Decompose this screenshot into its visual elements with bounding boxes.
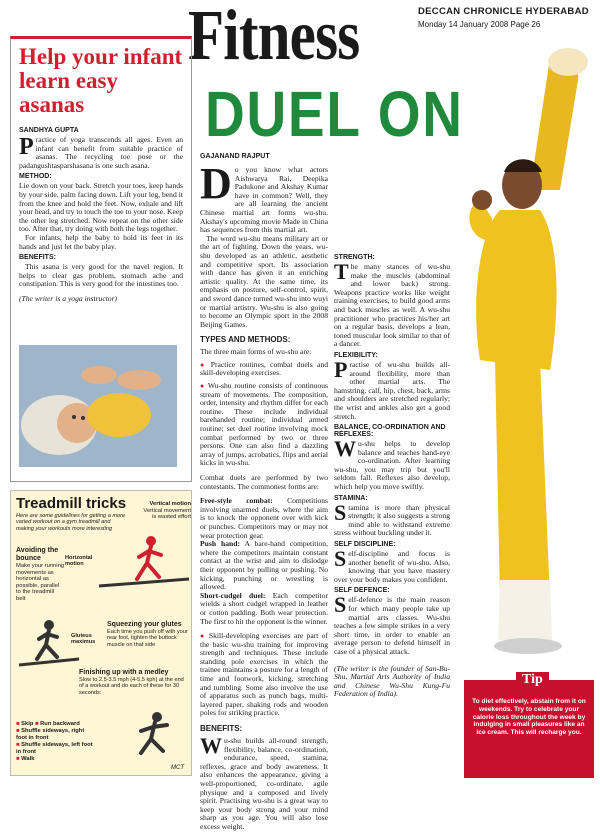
treadmill-title: Treadmill tricks (16, 495, 127, 512)
article-p3: Combat duels are performed by two contestants. The commonest forms are: (200, 473, 328, 491)
method-heading: METHOD: (19, 173, 52, 181)
defence-para: Self-defence is the main reason for which many people take up martial arts classes. Wu-shu teaches a few simple strikes in a very short time, in order to enable an average person to defend himself in case of a physical attack. (334, 592, 450, 656)
asanas-intro: Practice of yoga transcends all ages. Even an infant can benefit from suitable practice of asanas. The recycling toe pose or the padangushtasparshasana is one such asana. (19, 134, 183, 170)
article-byline: GAJANAND RAJPUT (200, 153, 270, 160)
section-title: Fitness (188, 0, 360, 75)
gluteus-label: Gluteus maximus (71, 633, 96, 646)
vertical-motion-label: Vertical motion Vertical movement is wasted effort (143, 501, 191, 521)
bullet-forms: ● Practice routines, combat duels and skill-developing exercises. (200, 361, 328, 378)
baby-photo (19, 345, 177, 467)
dropcap: S (334, 499, 347, 525)
cudgel-para: Short-cudgel duel: Each competitor wields a short cudgel wrapped in leather or cotton padding. Both wear protection. The first to hit the opponent is the winner. (200, 590, 328, 626)
tip-box (464, 672, 594, 778)
wushu-kicker-photo (400, 40, 600, 660)
dropcap: W (334, 436, 356, 462)
balance-heading: BALANCE, CO-ORDINATION AND REFLEXES: (334, 424, 446, 439)
medley-runner (121, 709, 181, 765)
strength-para: The many stances of wu-shu make the muscles (abdominal and lower back) strong. Weapons practice works like weight training exercises, to build good arms and back muscles as well. A wu-shu practitioner who practices his/her art on a regular basis, develops a lean, toned muscular look similar to that of a dancer. (334, 259, 450, 349)
dropcap: W (200, 733, 222, 759)
strength-heading: STRENGTH: (334, 254, 375, 261)
stamina-para: Stamina is more than physical strength; it also suggests a strong mind able to withstand extreme stress without buckling under it. (334, 499, 450, 538)
asanas-title: Help your infant learn easy asanas (19, 44, 183, 117)
horizontal-motion-label: Horizontal motion (65, 555, 93, 568)
benefits-text: This asana is very good for the navel region. It helps to clear gas problem, stomach ache and constipation. This is very good for the intestines too. (19, 262, 183, 289)
types-intro: The three main forms of wu-shu are: (200, 347, 312, 357)
discipline-heading: SELF DISCIPLINE: (334, 541, 396, 549)
dropcap: P (19, 134, 34, 160)
method-text-2: For infants, help the baby to hold its feet in its hands and just let the baby play. (19, 232, 183, 251)
benefits-heading: BENEFITS: (200, 724, 243, 734)
glutes-text: Squeezing your glutes Each time you push off with your rear foot, tighten the buttock muscle on that side (107, 621, 188, 648)
treadmill-box (10, 490, 192, 776)
discipline-para: Self-discipline and focus is another benefit of wu-shu. Also, knowing that you have mastery over your body makes you confident. (334, 546, 450, 584)
bounce-text: Avoiding the bounce Make your running movements as horizontal as possible, parallel to the treadmill belt (16, 547, 65, 602)
asanas-byline: SANDHYA GUPTA (19, 127, 79, 134)
types-heading: TYPES AND METHODS: (200, 335, 291, 345)
list-item: ■ Shuffle sideways, left foot in front (16, 742, 93, 755)
asanas-box (10, 36, 192, 482)
bullet-skill: ● Skill-developing exercises are part of the basic wu-shu training for improving strength and techniques. These include standing pole exercises in which the trainee maintains a posture for a length of time and footwork, kicking, stretching and tumbling. Some also involve the use of apparatus such as punch bags, multi-layered paper, shaking rods and wooden poles for striking practice. (200, 632, 328, 718)
founder-note: (The writer is the founder of San-Bu-Shu, Martial Arts Authority of India and Chinese Wu-Shu Kung-Fu Federation of India). (334, 663, 450, 699)
flexibility-heading: FLEXIBILITY: (334, 351, 378, 359)
dropcap: P (334, 356, 348, 382)
newspaper-name: DECCAN CHRONICLE HYDERABAD (418, 6, 589, 17)
dateline: Monday 14 January 2008 Page 26 (418, 20, 541, 29)
dropcap: D (200, 159, 232, 208)
graphic-credit: MCT (171, 765, 184, 771)
dropcap: S (334, 546, 347, 572)
medley-text: Finishing up with a medley Slow to 2.5-3.5 mph (4-5.5 kph) at the end of a workout and do each of these for 30 seconds: (79, 669, 184, 696)
balance-para: Wu-shu helps to develop balance and teaches hand-eye co-ordination. After learning wu-shu, you may trip but you'll seldom fall. Reflexes also develop, which help you move swiftly. (334, 436, 450, 492)
stamina-heading: STAMINA: (334, 494, 368, 502)
bullet-routine: ● Wu-shu routine consists of continuous stream of movements. The composition, order, intensity and rhythm differ for each routine. These include individual barehanded routine; individual armed routine; set duel routine involving mock combat performed by two or three persons. One can also find a dazzling array of jumps, acrobatics, flips and aerial kicks in wu-shu. (200, 382, 328, 468)
tip-title: Tip (516, 672, 549, 688)
writer-note: (The writer is a yoga instructor) (19, 293, 118, 303)
article-p1: Do you know what actors Aishwarya Rai, Deepika Padukone and Akshay Kumar have in common? Well, they are all learning the ancient Chinese martial art forms wu-shu. Akshay's upcoming movie Made in China has sequences from this martial art. (200, 159, 328, 235)
list-item: ■ Skip ■ Run backward (16, 721, 80, 727)
list-item: ■ Shuffle sideways, right foot in front (16, 728, 85, 741)
article-p2: The word wu-shu means military art or the art of fighting. Down the years, wu-shu developed as an athletic, aesthetic and competitive sport. Its association with dance has given it an enriching artistic quality. At the same time, its emphasis on posture, self-control, spirit, and sword dance turned wu-shu into wuyi or martial artistry. Wu-shu is also going to become an Olympic sport in the 2008 Beijing Games. (200, 233, 328, 329)
benefits-para: Wu-shu builds all-round strength, flexibility, balance, co-ordination, endurance, speed, stamina, reflexes, grace and body awareness. It also enhances the appearance, giving a well-proportioned, co-ordinate, agile physique and a composed and lively spirit. Practising wu-shu is a great way to keep your body strong and your mind sharp as you age. You will also lose excess weight. (200, 733, 328, 831)
runner-illustration-2 (19, 619, 79, 669)
dropcap: T (334, 259, 349, 284)
runner-illustration (99, 531, 189, 591)
benefits-heading: BENEFITS: (19, 254, 56, 262)
free-style-para: Free-style combat: Competitions involving unarmed duels, where the aim is to knock the opponent over with kick or punches. Competitors may or may not wear protection gear. (200, 496, 328, 540)
flexibility-para: Practise of wu-shu builds all-around flexibility, more than other martial arts. The hamstring, calf, hip, chest, back, arms and shoulders are stretched regularly; the wrist and ankles also get a good stretch. (334, 356, 450, 421)
headline: DUEL ON (205, 78, 464, 150)
article-column-1 (200, 150, 328, 832)
method-text: Lie down on your back. Stretch your toes, keep hands by your side, palm facing down. Lift your leg, bend it from the knee and hold the feet. Now, exhale and lift your head, and try to touch the toe to your nose. Keep the other leg stretched. Now repeat on the other side too. After that, try doing with both the legs together. (19, 181, 183, 234)
tip-text: To diet effectively, abstain from it on weekends. Try to celebrate your calorie loss throughout the week by indulging in small pleasures like an ice cream. This will recharge you. (472, 698, 586, 737)
list-item: ■ Walk (16, 756, 35, 762)
medley-list (16, 721, 96, 763)
defence-heading: SELF DEFENCE: (334, 587, 390, 595)
treadmill-intro: Here are some guidelines for getting a more varied workout on a gym treadmill and making your workouts more interesting (16, 513, 126, 532)
push-hand-para: Push hand: A bare-hand competition, where the competitors maintain constant contact at the wrist and aim to dislodge their opponent by pulling or pushing. No kicking, punching or wrestling is allowed. (200, 539, 328, 592)
dropcap: S (334, 592, 347, 618)
